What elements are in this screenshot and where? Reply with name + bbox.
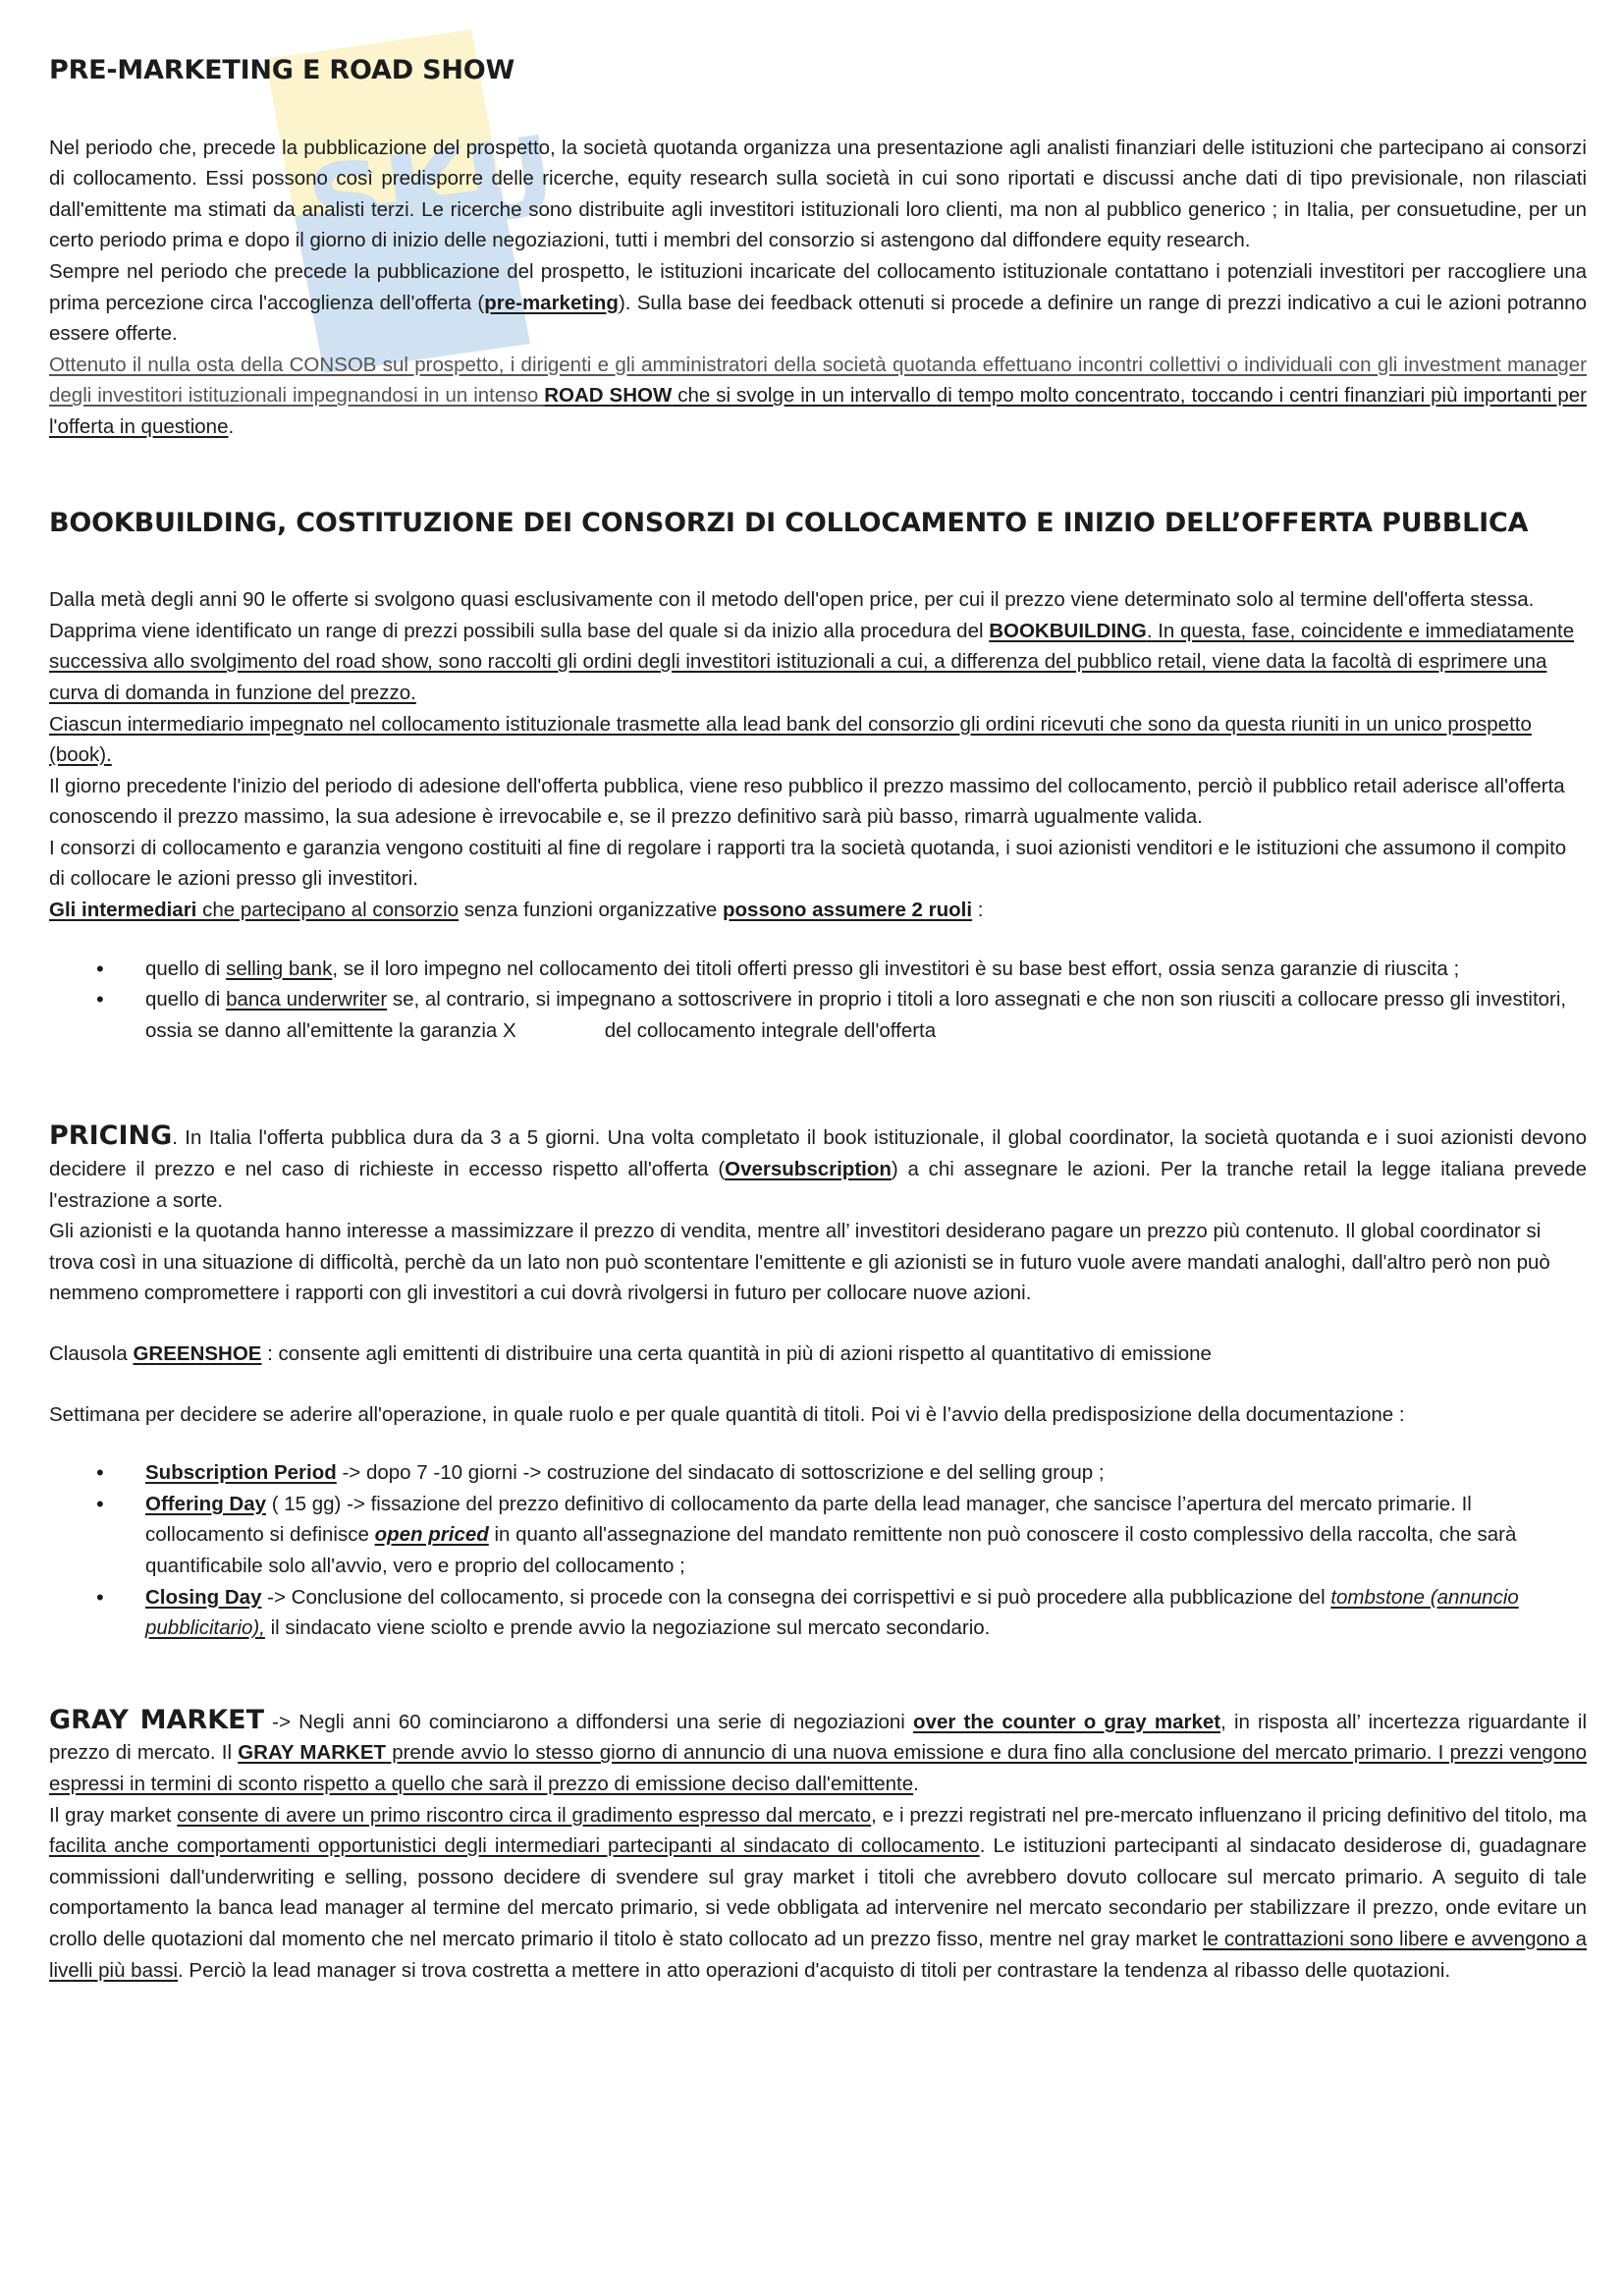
- document-page: [49, 55, 1587, 1986]
- paragraph: PRICING. In Italia l'offerta pubblica dura da 3 a 5 giorni. Una volta completato il book istituzionale, il global coordinator, la società quotanda e i suoi azionisti devono decidere il prezzo e nel caso di richieste in eccesso rispetto all'offerta (Oversubscription) a chi assegnare le azioni. Per la tranche retail la legge italiana prevede l'estrazione a sorte.: [49, 1121, 1588, 1212]
- paragraph: Dalla metà degli anni 90 le offerte si svolgono quasi esclusivamente con il metodo dell'open price, per cui il prezzo viene determinato solo al termine dell'offerta stessa. Dapprima viene identificato un range di prezzi possibili sulla base del quale si da inizio alla procedura del BOOKBUILDING. In questa, fase, coincidente e immediatamente successiva allo svolgimento del road show, sono raccolti gli ordini degli investitori istituzionali a cui, a differenza del pubblico retail, viene data la facoltà di esprimere una curva di domanda in funzione del prezzo.: [49, 588, 1575, 704]
- paragraph: Gli intermediari che partecipano al consorzio senza funzioni organizzative possono assumere 2 ruoli :: [49, 899, 984, 922]
- list-item: • Offering Day ( 15 gg) -> fissazione del prezzo definitivo di collocamento da parte della lead manager, che sancisce l’apertura del mercato primarie. Il collocamento si definisce open priced in quanto all'assegnazione del mandato remittente non può conoscere il costo complessivo della raccolta, che sarà quantificabile solo all'avvio, vero e proprio del collocamento ;: [145, 1489, 1587, 1582]
- svg-text:SKU: SKU: [299, 111, 564, 271]
- list-item: • quello di selling bank, se il loro impegno nel collocamento dei titoli offerti presso gli investitori è su base best effort, ossia senza garanzie di riuscita ;: [145, 954, 1587, 985]
- paragraph: Il gray market consente di avere un primo riscontro circa il gradimento espresso dal mercato, e i prezzi registrati nel pre-mercato influenzano il pricing definitivo del titolo, ma facilita anche comportamenti opportunistici degli intermediari partecipanti al sindacato di collocamento. Le istituzioni partecipanti al sindacato desiderose di, guadagnare commissioni dall'underwriting e selling, possono decidere di svendere sul gray market i titoli che avrebbero dovuto collocare sul mercato primario. A seguito di tale comportamento la banca lead manager al termine del mercato primario, si vede obbligata ad intervenire nel mercato secondario per stabilizzare il prezzo, onde evitare un crollo delle quotazioni dal momento che nel mercato primario il titolo è stato collocato ad un prezzo fisso, mentre nel gray market le contrattazioni sono libere e avvengono a livelli più bassi. Perciò la lead manager si trova costretta a mettere in atto operazioni d'acquisto di titoli per contrastare la tendenza al ribasso delle quotazioni.: [49, 1803, 1588, 1982]
- heading-bookbuilding: BOOKBUILDING, COSTITUZIONE DEI CONSORZI DI COLLOCAMENTO E INIZIO DELL’OFFERTA PUBBLICA: [49, 507, 1529, 538]
- paragraph: Sempre nel periodo che precede la pubblicazione del prospetto, le istituzioni incaricate del collocamento istituzionale contattano i potenziali investitori per raccogliere una prima percezione circa l'accoglienza dell'offerta (pre-marketing). Sulla base dei feedback ottenuti si procede a definire un range di prezzi indicativo a cui le azioni potranno essere offerte.: [49, 259, 1587, 346]
- heading-pre-marketing: PRE-MARKETING E ROAD SHOW: [49, 55, 515, 85]
- paragraph: Ottenuto il nulla osta della CONSOB sul prospetto, i dirigenti e gli amministratori della società quotanda effettuano incontri collettivi o individuali con gli investment manager degli investitori istituzionali impegnandosi in un intenso ROAD SHOW che si svolge in un intervallo di tempo molto concentrato, toccando i centri finanziari più importanti per l'offerta in questione.: [49, 353, 1587, 438]
- paragraph: Clausola GREENSHOE : consente agli emittenti di distribuire una certa quantità in più di azioni rispetto al quantitativo di emissione: [49, 1342, 1212, 1365]
- list-item: • Subscription Period -> dopo 7 -10 giorni -> costruzione del sindacato di sottoscrizione e del selling group ;: [145, 1457, 1587, 1489]
- paragraph: Settimana per decidere se aderire all'operazione, in quale ruolo e per quale quantità di titoli. Poi vi è l’avvio della predisposizione della documentazione :: [49, 1402, 1405, 1426]
- roles-list: [49, 954, 1587, 1047]
- phases-list: [49, 1457, 1587, 1644]
- paragraph: Ciascun intermediario impegnato nel collocamento istituzionale trasmette alla lead bank del consorzio gli ordini ricevuti che sono da questa riuniti in un unico prospetto (book).: [49, 712, 1532, 767]
- heading-pricing: PRICING: [49, 1121, 173, 1152]
- list-item: • quello di banca underwriter se, al contrario, si impegnano a sottoscrivere in proprio i titoli a loro assegnati e che non son riusciti a collocare presso gli investitori, ossia se danno all'emittente la garanzia X del collocamento integrale dell'offerta: [145, 984, 1587, 1046]
- list-item: • Closing Day -> Conclusione del collocamento, si procede con la consegna dei corrispettivi e si può procedere alla pubblicazione del tombstone (annuncio pubblicitario), il sindacato viene sciolto e prende avvio la negoziazione sul mercato secondario.: [145, 1582, 1587, 1644]
- paragraph: Gli azionisti e la quotanda hanno interesse a massimizzare il prezzo di vendita, mentre all’ investitori desiderano pagare un prezzo più contenuto. Il global coordinator si trova così in una situazione di difficoltà, perchè da un lato non può scontentare l'emittente e gli azionisti se in futuro vuole avere mandati analoghi, dall'altro però non può nemmeno compromettere i rapporti con gli investitori a cui dovrà rivolgersi in futuro per collocare nuove azioni.: [49, 1220, 1550, 1305]
- paragraph: Il giorno precedente l'inizio del periodo di adesione dell'offerta pubblica, viene reso pubblico il prezzo massimo del collocamento, perciò il pubblico retail aderisce all'offerta conoscendo il prezzo massimo, la sua adesione è irrevocabile e, se il prezzo definitivo sarà più basso, rimarrà ugualmente valida.: [49, 774, 1565, 829]
- heading-gray-market: GRAY MARKET: [49, 1704, 265, 1735]
- paragraph: GRAY MARKET -> Negli anni 60 cominciarono a diffondersi una serie di negoziazioni over the counter o gray market, in risposta all’ incertezza riguardante il prezzo di mercato. Il GRAY MARKET prende avvio lo stesso giorno di annuncio di una nuova emissione e dura fino alla conclusione del mercato primario. I prezzi vengono espressi in termini di sconto rispetto a quello che sarà il prezzo di emissione deciso dall'emittente.: [49, 1704, 1588, 1795]
- paragraph: I consorzi di collocamento e garanzia vengono costituiti al fine di regolare i rapporti tra la società quotanda, i suoi azionisti venditori e le istituzioni che assumono il compito di collocare le azioni presso gli investitori.: [49, 836, 1567, 891]
- paragraph: Nel periodo che, precede la pubblicazione del prospetto, la società quotanda organizza una presentazione agli analisti finanziari delle istituzioni che partecipano ai consorzi di collocamento. Essi possono così predisporre delle ricerche, equity research sulla società in cui sono riportati e discussi anche dati di tipo previsionale, non rilasciati dall'emittente ma stimati da analisti terzi. Le ricerche sono distribuite agli investitori istituzionali loro clienti, ma non al pubblico generico ; in Italia, per consuetudine, per un certo periodo prima e dopo il giorno di inizio delle negoziazioni, tutti i membri del consorzio si astengono dal diffondere equity research.: [49, 136, 1587, 252]
